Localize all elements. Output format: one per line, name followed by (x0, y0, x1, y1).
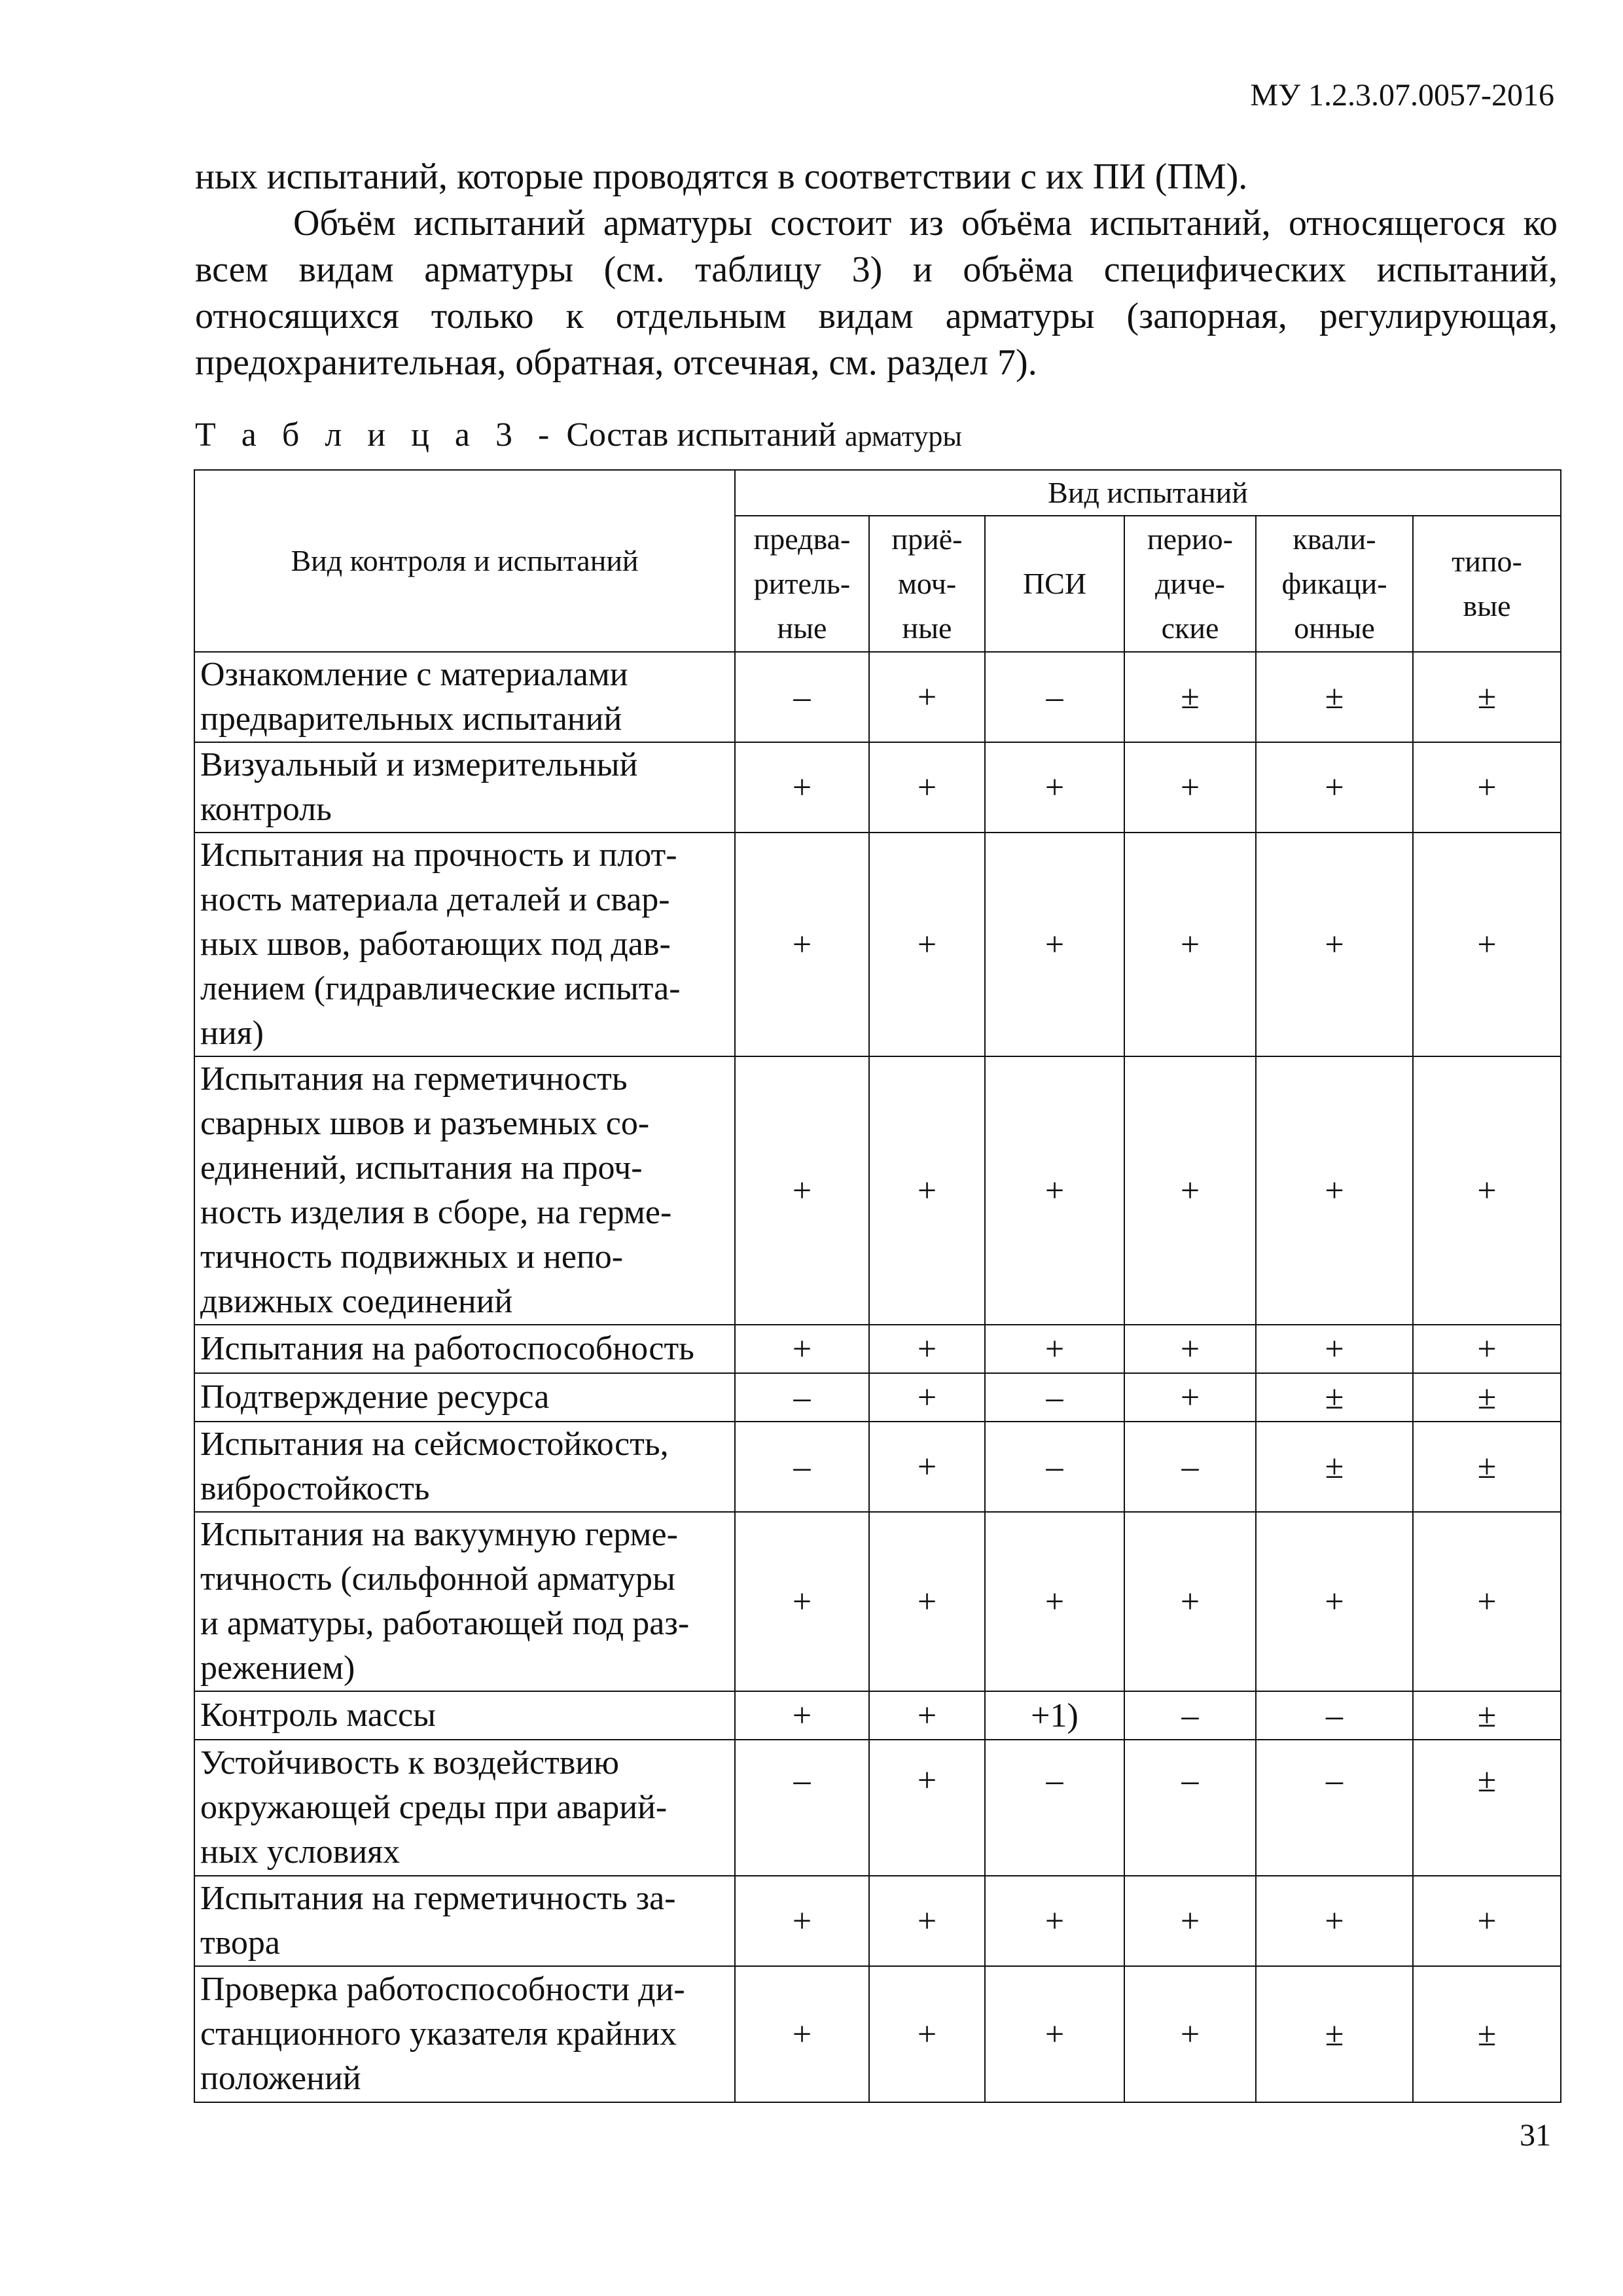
mark-cell: ± (1413, 1740, 1561, 1876)
mark-cell: + (1256, 1512, 1413, 1691)
paragraph-continuation: ных испытаний, которые проводятся в соответствии с их ПИ (ПМ). (195, 156, 1248, 197)
mark-cell: + (735, 1691, 869, 1740)
test-type-line: окружающей среды при аварий- (200, 1789, 668, 1826)
table-row (194, 1966, 1561, 2102)
mark-cell: ± (1413, 1422, 1561, 1512)
mark-cell: + (869, 1056, 985, 1325)
row-header-cell: Вид контроля и испытаний (194, 470, 735, 652)
mark-cell: + (1124, 833, 1256, 1056)
table-row (194, 1056, 1561, 1325)
test-type-cell (194, 1512, 735, 1691)
mark-cell: – (1256, 1691, 1413, 1740)
test-type-line: Ознакомление с материалами (200, 656, 628, 693)
mark-cell: + (1413, 742, 1561, 833)
test-type-line: Испытания на вакуумную герме- (200, 1516, 678, 1553)
mark-cell: + (735, 1966, 869, 2102)
test-type-cell (194, 1373, 735, 1422)
mark-cell: + (1256, 833, 1413, 1056)
table-row (194, 1740, 1561, 1876)
paragraph-scope: Объём испытаний арматуры состоит из объёма испытаний, относящегося ко всем видам арматуры (см. таблицу 3) и объёма специфических испытаний, относящихся только к отдельным видам арматуры (запорная, регулирующая, предохранительная, обратная, отсечная, см. раздел 7). (195, 203, 1558, 383)
column-header-line: вые (1463, 589, 1511, 622)
column-header-line: предва- (753, 522, 851, 556)
test-type-line: Испытания на прочность и плот- (200, 836, 677, 874)
column-header-line: ПСИ (1022, 567, 1087, 600)
mark-cell: + (985, 1325, 1124, 1373)
mark-cell: + (1256, 742, 1413, 833)
column-header (1413, 516, 1561, 652)
test-type-line: лением (гидравлические испыта- (200, 970, 681, 1007)
column-header-line: диче- (1155, 567, 1225, 600)
mark-cell: ± (1256, 1422, 1413, 1512)
mark-cell: ± (1124, 652, 1256, 742)
mark-cell: +1) (985, 1691, 1124, 1740)
mark-cell: ± (1256, 1966, 1413, 2102)
mark-cell: + (869, 1691, 985, 1740)
mark-cell: ± (1413, 652, 1561, 742)
mark-cell: + (1413, 1056, 1561, 1325)
column-header (1256, 516, 1413, 652)
mark-cell: + (1413, 833, 1561, 1056)
mark-cell: + (1124, 1373, 1256, 1422)
table-row (194, 1422, 1561, 1512)
test-type-line: Испытания на работоспособность (200, 1330, 694, 1367)
test-type-line: ность материала деталей и свар- (200, 881, 670, 918)
table-caption (195, 416, 962, 454)
mark-cell: – (735, 1740, 869, 1876)
table-caption-prefix: Т а б л и ц а 3 - (195, 416, 558, 454)
mark-cell: – (1124, 1422, 1256, 1512)
test-type-line: сварных швов и разъемных со- (200, 1105, 650, 1142)
mark-cell: + (1413, 1325, 1561, 1373)
test-type-line: Проверка работоспособности ди- (200, 1971, 685, 2008)
mark-cell: + (735, 1512, 869, 1691)
table-caption-tail: арматуры (844, 420, 962, 452)
test-type-line: твора (200, 1924, 281, 1962)
test-type-line: вибростойкость (200, 1470, 430, 1507)
test-type-cell (194, 1876, 735, 1966)
test-type-line: единений, испытания на проч- (200, 1149, 643, 1187)
table-body (194, 652, 1561, 2102)
table-row (194, 1373, 1561, 1422)
mark-cell: + (869, 652, 985, 742)
mark-cell: – (985, 1373, 1124, 1422)
test-type-cell (194, 652, 735, 742)
test-type-cell (194, 1691, 735, 1740)
table-row (194, 1512, 1561, 1691)
test-type-cell (194, 1966, 735, 2102)
table-row (194, 742, 1561, 833)
mark-cell: – (735, 652, 869, 742)
test-type-cell (194, 1325, 735, 1373)
mark-cell: ± (1256, 1373, 1413, 1422)
mark-cell: – (735, 1422, 869, 1512)
column-header-line: онные (1294, 611, 1375, 645)
test-type-line: Испытания на сейсмостойкость, (200, 1426, 669, 1463)
table-row (194, 833, 1561, 1056)
mark-cell: + (1124, 1876, 1256, 1966)
mark-cell: + (985, 1512, 1124, 1691)
column-header (735, 516, 869, 652)
column-header-line: квали- (1293, 522, 1376, 556)
mark-cell: + (1256, 1876, 1413, 1966)
mark-cell: + (869, 1740, 985, 1876)
body-text (195, 154, 1558, 386)
mark-cell: – (1256, 1740, 1413, 1876)
mark-cell: + (735, 1056, 869, 1325)
mark-cell: + (869, 742, 985, 833)
mark-cell: + (985, 742, 1124, 833)
tests-table (194, 469, 1561, 2103)
mark-cell: + (869, 1966, 985, 2102)
test-type-line: ность изделия в сборе, на герме- (200, 1194, 672, 1231)
test-type-line: Испытания на герметичность (200, 1060, 628, 1098)
test-type-line: режением) (200, 1649, 355, 1687)
test-type-line: Подтверждение ресурса (200, 1378, 550, 1416)
page-number: 31 (1520, 2118, 1551, 2153)
mark-cell: + (869, 1373, 985, 1422)
mark-cell: + (869, 1512, 985, 1691)
table-caption-main: Состав испытаний (566, 416, 836, 454)
mark-cell: + (869, 1422, 985, 1512)
column-header-line: перио- (1147, 522, 1233, 556)
mark-cell: ± (1413, 1966, 1561, 2102)
column-header-line: ные (777, 611, 827, 645)
mark-cell: + (1124, 1512, 1256, 1691)
mark-cell: + (1124, 1325, 1256, 1373)
column-header-line: ские (1161, 611, 1219, 645)
test-type-line: станционного указателя крайних (200, 2015, 677, 2053)
mark-cell: + (869, 1325, 985, 1373)
test-type-cell (194, 742, 735, 833)
test-type-line: Контроль массы (200, 1696, 436, 1734)
test-type-line: Устойчивость к воздействию (200, 1744, 619, 1782)
test-type-cell (194, 833, 735, 1056)
test-type-cell (194, 1422, 735, 1512)
mark-cell: + (735, 1876, 869, 1966)
test-type-line: предварительных испытаний (200, 700, 622, 738)
table-row (194, 652, 1561, 742)
group-header-cell: Вид испытаний (735, 470, 1561, 516)
mark-cell: + (985, 1876, 1124, 1966)
mark-cell: ± (1413, 1691, 1561, 1740)
table-row (194, 1325, 1561, 1373)
mark-cell: + (985, 1966, 1124, 2102)
mark-cell: + (1413, 1512, 1561, 1691)
test-type-line: и арматуры, работающей под раз- (200, 1605, 690, 1642)
test-type-line: ных швов, работающих под дав- (200, 925, 671, 963)
test-type-line: контроль (200, 791, 332, 828)
mark-cell: + (735, 742, 869, 833)
mark-cell: – (985, 652, 1124, 742)
column-header (869, 516, 985, 652)
mark-cell: + (735, 833, 869, 1056)
mark-cell: + (985, 1056, 1124, 1325)
mark-cell: – (1124, 1740, 1256, 1876)
test-type-line: тичность подвижных и непо- (200, 1238, 624, 1276)
column-header-line: приё- (891, 522, 963, 556)
mark-cell: + (1256, 1056, 1413, 1325)
table-header (194, 470, 1561, 652)
mark-cell: + (1124, 1056, 1256, 1325)
test-type-cell (194, 1056, 735, 1325)
column-header-line: фикаци- (1281, 567, 1387, 600)
mark-cell: – (985, 1422, 1124, 1512)
mark-cell: + (869, 1876, 985, 1966)
test-type-line: тичность (сильфонной арматуры (200, 1560, 675, 1598)
mark-cell: + (985, 833, 1124, 1056)
mark-cell: – (735, 1373, 869, 1422)
mark-cell: + (1124, 742, 1256, 833)
test-type-line: ных условиях (200, 1833, 401, 1871)
mark-cell: + (1256, 1325, 1413, 1373)
column-header (985, 516, 1124, 652)
table-row (194, 1876, 1561, 1966)
column-header (1124, 516, 1256, 652)
test-type-line: ния) (200, 1014, 264, 1052)
mark-cell: + (1124, 1966, 1256, 2102)
mark-cell: ± (1256, 652, 1413, 742)
mark-cell: + (869, 833, 985, 1056)
document-id: МУ 1.2.3.07.0057-2016 (1250, 78, 1554, 113)
column-header-line: ные (902, 611, 952, 645)
mark-cell: ± (1413, 1373, 1561, 1422)
test-type-line: Визуальный и измерительный (200, 746, 638, 783)
test-type-cell (194, 1740, 735, 1876)
test-type-line: движных соединений (200, 1283, 513, 1320)
column-header-line: моч- (897, 567, 957, 600)
column-header-line: типо- (1452, 545, 1522, 578)
mark-cell: – (1124, 1691, 1256, 1740)
mark-cell: + (1413, 1876, 1561, 1966)
table-row (194, 1691, 1561, 1740)
test-type-line: положений (200, 2060, 361, 2097)
mark-cell: – (985, 1740, 1124, 1876)
mark-cell: + (735, 1325, 869, 1373)
column-header-line: ритель- (753, 567, 851, 600)
test-type-line: Испытания на герметичность за- (200, 1880, 676, 1917)
